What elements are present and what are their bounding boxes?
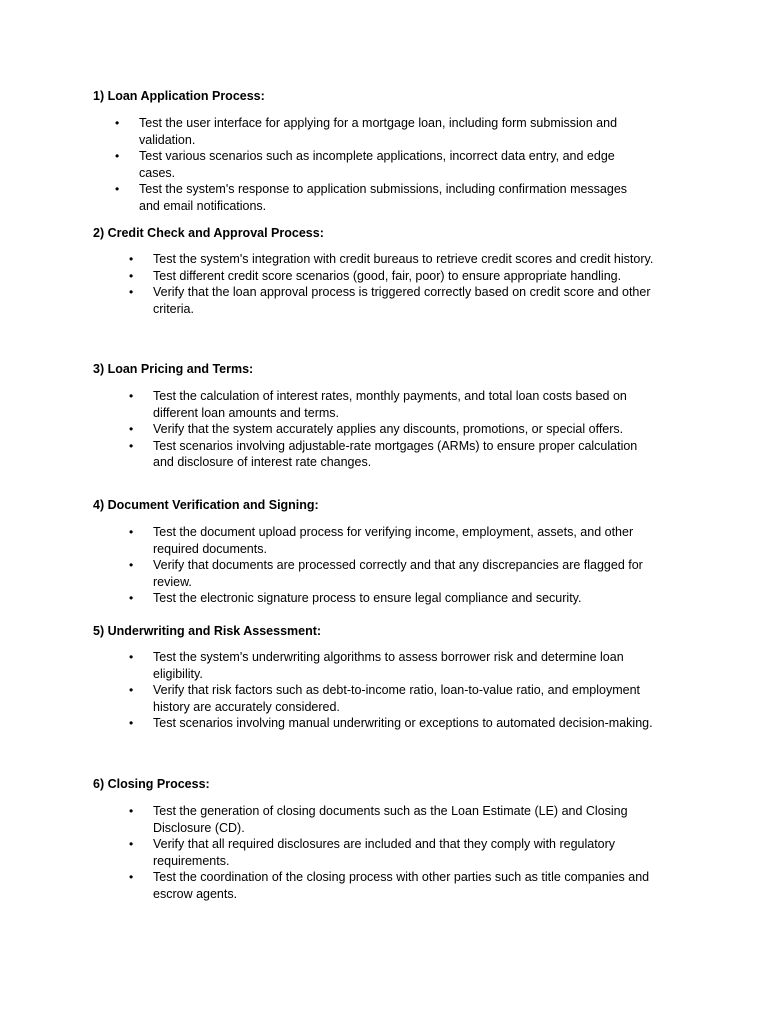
- section-loan-pricing: [93, 361, 683, 471]
- bullet-list: [93, 803, 673, 902]
- bullet-icon: •: [129, 252, 134, 266]
- list-item: [115, 115, 639, 148]
- list-item: [129, 251, 673, 268]
- bullet-list: [93, 388, 658, 471]
- list-item-text: Test the document upload process for verifying income, employment, assets, and other required documents.: [153, 525, 634, 556]
- list-item-text: Test the system's response to application submissions, including confirmation messages and email notifications.: [139, 182, 628, 213]
- list-item-text: Verify that documents are processed correctly and that any discrepancies are flagged for review.: [153, 558, 643, 589]
- bullet-icon: •: [129, 804, 134, 818]
- bullet-list: [93, 649, 673, 732]
- list-item: [129, 715, 673, 732]
- list-item-text: Test the electronic signature process to ensure legal compliance and security.: [153, 591, 582, 605]
- list-item: [129, 836, 673, 869]
- list-item: [129, 682, 673, 715]
- list-item-text: Verify that all required disclosures are included and that they comply with regulatory requirements.: [153, 837, 616, 868]
- list-item: [129, 284, 673, 317]
- list-item-text: Test the generation of closing documents such as the Loan Estimate (LE) and Closing Disclosure (CD).: [153, 804, 628, 835]
- bullet-icon: •: [129, 268, 134, 283]
- bullet-list: [93, 115, 639, 214]
- bullet-icon: •: [129, 558, 134, 572]
- list-item: [129, 649, 673, 682]
- list-item-text: Test the calculation of interest rates, monthly payments, and total loan costs based on different loan amounts and terms.: [153, 389, 627, 420]
- section-closing: [93, 776, 683, 902]
- section-heading: 4) Document Verification and Signing:: [93, 498, 319, 512]
- list-item-text: Test various scenarios such as incomplete applications, incorrect data entry, and edge cases.: [139, 149, 615, 180]
- list-item: [129, 524, 673, 557]
- section-document-verification: [93, 497, 683, 607]
- bullet-icon: •: [129, 285, 134, 299]
- bullet-icon: •: [115, 182, 120, 196]
- section-heading: 1) Loan Application Process:: [93, 89, 265, 103]
- list-item: [129, 421, 658, 438]
- list-item-text: Verify that the loan approval process is triggered correctly based on credit score and other criteria.: [153, 285, 651, 316]
- list-item-text: Test the system's integration with credit bureaus to retrieve credit scores and credit history.: [153, 252, 654, 266]
- bullet-icon: •: [129, 422, 134, 436]
- bullet-icon: •: [129, 837, 134, 851]
- list-item: [129, 803, 673, 836]
- list-item-text: Verify that the system accurately applies any discounts, promotions, or special offers.: [153, 422, 624, 436]
- section-heading: 3) Loan Pricing and Terms:: [93, 362, 254, 376]
- bullet-icon: •: [129, 870, 134, 884]
- bullet-icon: •: [129, 525, 134, 539]
- section-credit-check: [93, 225, 683, 317]
- list-item-text: Verify that risk factors such as debt-to-income ratio, loan-to-value ratio, and employment history are accurately considered.: [153, 683, 641, 714]
- list-item-text: Test scenarios involving adjustable-rate mortgages (ARMs) to ensure proper calculation and disclosure of interest rate changes.: [153, 438, 638, 469]
- section-heading: 5) Underwriting and Risk Assessment:: [93, 624, 322, 638]
- bullet-icon: •: [129, 716, 134, 730]
- list-item-text: Test the user interface for applying for a mortgage loan, including form submission and validation.: [139, 116, 618, 147]
- list-item: [129, 268, 673, 285]
- list-item: [129, 590, 673, 607]
- section-heading: 6) Closing Process:: [93, 777, 210, 791]
- list-item-text: Test the system's underwriting algorithms to assess borrower risk and determine loan eligibility.: [153, 650, 624, 681]
- list-item: [129, 557, 673, 590]
- list-item-text: Test different credit score scenarios (good, fair, poor) to ensure appropriate handling.: [153, 268, 622, 283]
- section-underwriting: [93, 623, 683, 732]
- bullet-list: [93, 251, 673, 317]
- bullet-icon: •: [129, 650, 134, 664]
- list-item: [129, 388, 658, 421]
- list-item: [115, 181, 639, 214]
- bullet-icon: •: [129, 389, 134, 403]
- section-heading: 2) Credit Check and Approval Process:: [93, 226, 324, 240]
- list-item-text: Test scenarios involving manual underwriting or exceptions to automated decision-making.: [153, 716, 653, 730]
- bullet-icon: •: [129, 438, 134, 453]
- section-loan-application: [93, 88, 683, 214]
- list-item: [129, 869, 673, 902]
- list-item: [115, 148, 639, 181]
- list-item: [129, 438, 658, 471]
- bullet-icon: •: [129, 683, 134, 697]
- bullet-icon: •: [115, 116, 120, 130]
- list-item-text: Test the coordination of the closing process with other parties such as title companies and escrow agents.: [153, 870, 650, 901]
- bullet-icon: •: [115, 149, 120, 163]
- bullet-list: [93, 524, 673, 607]
- bullet-icon: •: [129, 591, 134, 605]
